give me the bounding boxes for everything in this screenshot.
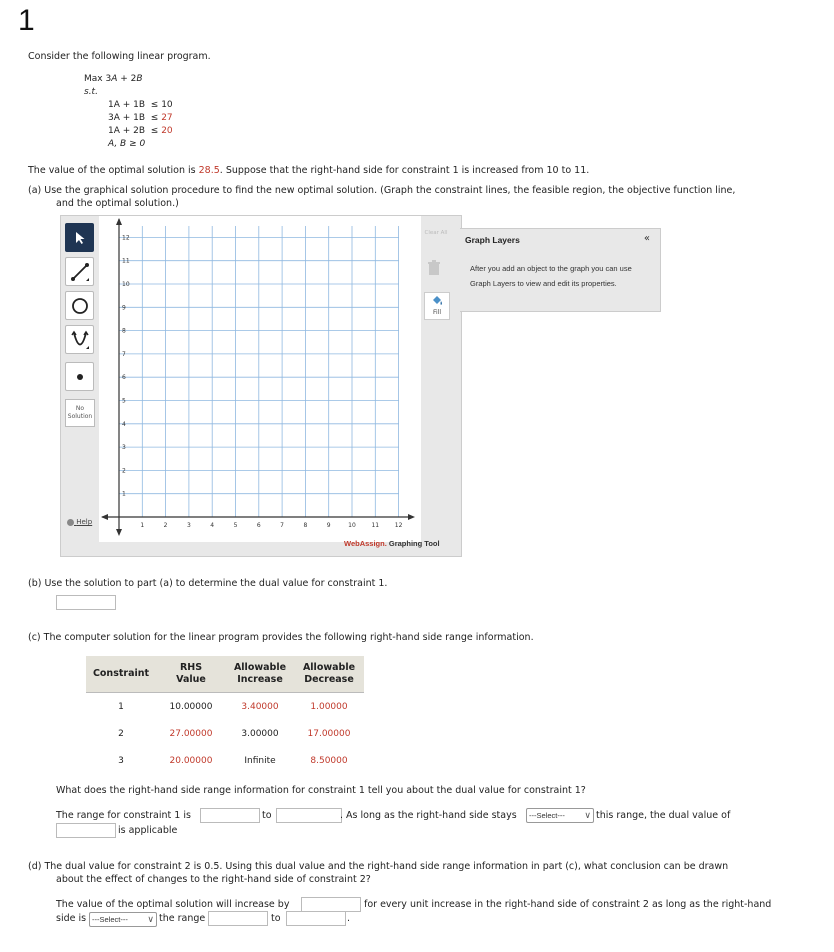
y-tick-label: 5 — [122, 397, 126, 405]
coordinate-grid[interactable] — [99, 216, 421, 542]
objective-function: Max 3A + 2B — [84, 74, 143, 84]
part-d-line2: about the effect of changes to the right-hand side of constraint 2? — [56, 874, 371, 885]
graph-layers-panel — [460, 228, 661, 312]
y-tick-label: 7 — [122, 350, 126, 358]
range-mid-text: . As long as the right-hand side stays — [340, 810, 517, 821]
circle-icon — [70, 296, 90, 316]
question-number: 1 — [18, 4, 35, 37]
header-constraint: Constraint — [86, 656, 156, 693]
range-question: What does the right-hand side range information for constraint 1 tell you about the dual value for constraint 1? — [56, 785, 586, 796]
optimal-value: 28.5 — [198, 165, 220, 176]
part-b-text: (b) Use the solution to part (a) to determine the dual value for constraint 1. — [28, 578, 388, 589]
table-cell: 3.40000 — [226, 693, 294, 721]
y-tick-label: 4 — [122, 420, 126, 428]
x-tick-label: 6 — [256, 522, 261, 529]
webassign-credit: WebAssign. Graphing Tool — [344, 539, 440, 548]
x-tick-label: 9 — [326, 522, 331, 529]
y-tick-label: 9 — [122, 304, 126, 312]
table-header-row — [86, 656, 364, 693]
header-allowable-decrease: Allowable Decrease — [294, 656, 364, 693]
graphing-tool — [60, 215, 462, 557]
part-d-line1: (d) The dual value for constraint 2 is 0.5. Using this dual value and the right-hand side range information in part (c), what conclusion can be drawn — [28, 861, 729, 872]
y-tick-label: 12 — [122, 234, 130, 242]
line-segment-icon — [70, 262, 90, 282]
trash-button[interactable] — [427, 260, 441, 279]
x-tick-label: 7 — [280, 522, 285, 529]
chevron-down-icon: ∨ — [584, 810, 591, 820]
table-cell: 3 — [118, 755, 124, 766]
the-range-text: the range — [159, 913, 206, 924]
part-a-line1: (a) Use the graphical solution procedure to find the new optimal solution. (Graph the constraint lines, the feasible region, the objective function line, — [28, 185, 736, 196]
help-icon — [67, 519, 74, 526]
x-tick-label: 3 — [186, 522, 191, 529]
point-tool-button[interactable] — [65, 362, 94, 391]
table-row — [86, 720, 364, 747]
y-tick-label: 2 — [122, 467, 126, 475]
table-cell: 20.00000 — [169, 755, 213, 766]
intro-text: Consider the following linear program. — [28, 51, 211, 62]
nonnegativity: A, B ≥ 0 — [108, 139, 146, 149]
fill-bucket-icon — [431, 295, 443, 306]
y-tick-label: 10 — [122, 281, 130, 288]
subject-to-label: s.t. — [84, 87, 98, 97]
constraint-2: 3A + 1B ≤ 27 — [108, 113, 173, 123]
side-is-text: side is — [56, 913, 87, 924]
constraint-3: 1A + 2B ≤ 20 — [108, 126, 173, 136]
x-tick-label: 5 — [233, 522, 238, 529]
plot-background — [99, 216, 421, 542]
pointer-icon — [74, 231, 86, 245]
table-cell: 3.00000 — [241, 728, 279, 739]
x-tick-label: 4 — [210, 522, 215, 529]
x-tick-label: 2 — [163, 522, 168, 529]
y-tick-label: 11 — [122, 257, 130, 265]
chevron-down-icon: ∨ — [147, 914, 154, 924]
part-c-text: (c) The computer solution for the linear program provides the following right-hand side range information. — [28, 632, 534, 643]
rhs-range-table — [86, 656, 364, 774]
table-cell: 27.00000 — [169, 728, 213, 739]
clear-all-button[interactable]: Clear All — [424, 230, 448, 236]
y-tick-label: 3 — [122, 444, 126, 452]
x-tick-label: 10 — [348, 522, 356, 529]
help-link[interactable]: Help — [67, 518, 92, 526]
constraint-2-range-lower-input[interactable] — [208, 911, 268, 926]
range-pre-text: The range for constraint 1 is — [56, 810, 191, 821]
period-text: . — [347, 913, 351, 924]
increase-by-text: The value of the optimal solution will increase by — [56, 899, 290, 910]
graph-layers-title: Graph Layers — [465, 235, 520, 245]
range-to-text: to — [262, 810, 272, 821]
x-tick-label: 1 — [140, 522, 145, 529]
part-a-line2: and the optimal solution.) — [56, 198, 179, 209]
point-icon — [75, 372, 85, 382]
parabola-tool-button[interactable] — [65, 325, 94, 354]
table-cell: 1 — [86, 693, 156, 721]
x-tick-label: 11 — [371, 522, 380, 529]
side-is-select[interactable]: ---Select--- ∨ — [89, 912, 157, 927]
y-tick-label: 8 — [122, 327, 126, 335]
header-allowable-increase: Allowable Increase — [226, 656, 294, 693]
table-cell: 8.50000 — [310, 755, 348, 766]
constraint-2-range-upper-input[interactable] — [286, 911, 346, 926]
no-solution-button[interactable]: No Solution — [65, 399, 95, 427]
y-tick-label: 1 — [122, 490, 126, 498]
circle-tool-button[interactable] — [65, 291, 94, 320]
table-cell: Infinite — [244, 755, 276, 766]
table-cell: 10.00000 — [156, 693, 226, 721]
range-post-text: this range, the dual value of — [596, 810, 731, 821]
table-cell: 2 — [118, 728, 124, 739]
range-lower-input[interactable] — [200, 808, 260, 823]
unit-increase-text: for every unit increase in the right-hand side of constraint 2 as long as the right-hand — [364, 899, 772, 910]
table-row — [86, 747, 364, 774]
table-row — [86, 693, 364, 721]
constraint-1: 1A + 1B ≤ 10 — [108, 100, 173, 110]
collapse-layers-icon[interactable]: « — [643, 233, 650, 244]
table-cell: 17.00000 — [307, 728, 351, 739]
trash-icon — [427, 260, 441, 276]
increase-by-input[interactable] — [301, 897, 361, 912]
fill-button[interactable]: Fill — [424, 292, 450, 320]
dual-value-constraint-1-input[interactable] — [56, 595, 116, 610]
optimal-value-sentence: The value of the optimal solution is 28.5. Suppose that the right-hand side for constraint 1 is increased from 10 to 11. — [28, 165, 590, 176]
header-rhs-value: RHS Value — [156, 656, 226, 693]
table-cell: 1.00000 — [294, 693, 364, 721]
range-to-text-2: to — [271, 913, 281, 924]
line-tool-button[interactable] — [65, 257, 94, 286]
range-upper-input[interactable] — [276, 808, 342, 823]
range-post2-text: is applicable — [118, 825, 178, 836]
pointer-tool-button[interactable] — [65, 223, 94, 252]
constraint-dual-input[interactable] — [56, 823, 116, 838]
parabola-icon — [70, 330, 90, 350]
y-tick-label: 6 — [122, 374, 126, 382]
x-tick-label: 12 — [394, 522, 403, 529]
range-stays-select[interactable]: ---Select--- ∨ — [526, 808, 594, 823]
x-tick-label: 8 — [303, 522, 308, 529]
graph-layers-help-text: After you add an object to the graph you can use Graph Layers to view and edit its properties. — [470, 264, 632, 288]
